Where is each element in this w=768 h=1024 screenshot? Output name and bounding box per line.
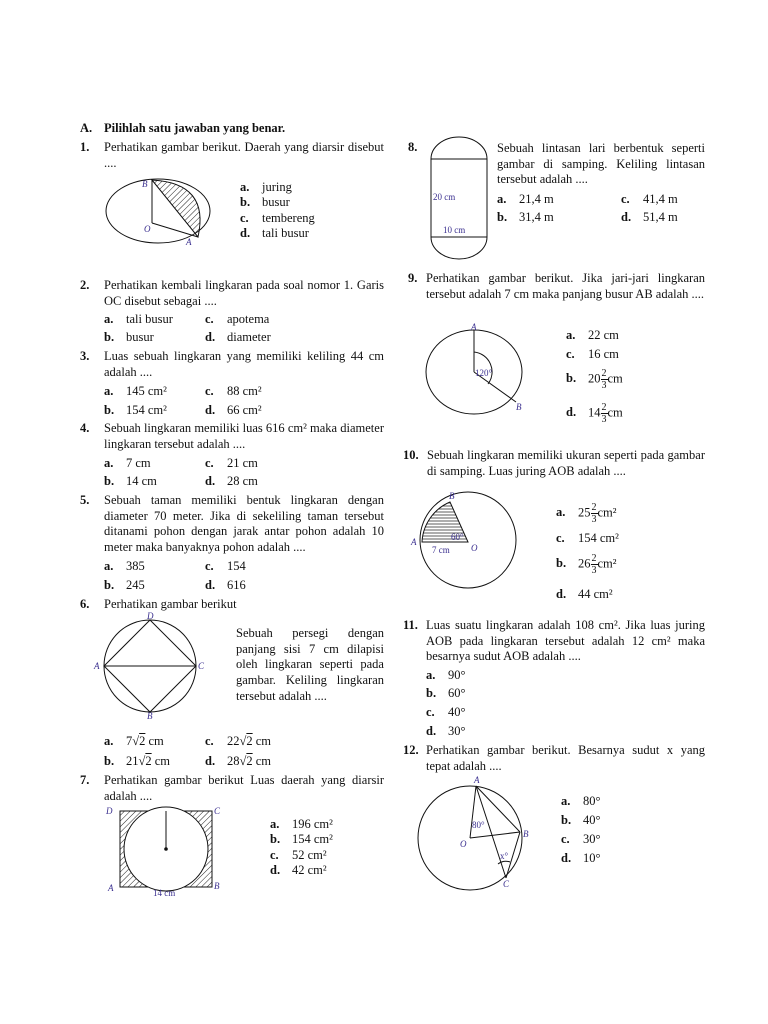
q1-figure [100, 175, 220, 250]
q10-figure [408, 490, 523, 595]
q7-option[interactable]: b. 154 cm² [270, 832, 333, 846]
q12-label-x: x° [500, 851, 509, 861]
q10-label-o: O [471, 543, 478, 553]
q9-figure [422, 322, 532, 422]
q7-figure [104, 803, 229, 900]
q5-option[interactable]: a. 385 [104, 559, 145, 573]
q7-option[interactable]: c. 52 cm² [270, 848, 327, 862]
q12-option[interactable]: a. 80° [561, 794, 601, 808]
q6-option[interactable]: c. 22√2 cm [205, 734, 272, 748]
q6-label-c: C [198, 661, 205, 671]
q10-text: Sebuah lingkaran memiliki ukuran seperti pada gambar di samping. Luas juring AOB adalah .... [427, 448, 705, 478]
q2-option[interactable]: c. apotema [205, 312, 270, 326]
q8-label-width: 10 cm [443, 225, 466, 235]
q10-option[interactable]: c. 154 cm² [556, 531, 619, 545]
q1-label-o: O [144, 224, 151, 234]
q7-label-d: D [106, 806, 113, 816]
q2-option[interactable]: b. busur [104, 330, 154, 344]
q8-figure [425, 133, 495, 263]
q4-option[interactable]: c. 21 cm [205, 456, 258, 470]
q1-option[interactable]: c. tembereng [240, 211, 315, 225]
q6-option[interactable]: b. 21√2 cm [104, 754, 171, 768]
q6-label-a: A [94, 661, 100, 671]
q1-label-a: A [186, 237, 192, 247]
section-instruction: Pilihlah satu jawaban yang benar. [104, 121, 286, 135]
q7-label-b: B [214, 881, 220, 891]
q9-label-b: B [516, 402, 522, 412]
q1-number: 1. [80, 140, 90, 154]
q12-label-a: A [474, 775, 480, 785]
q8-option[interactable]: d. 51,4 m [621, 210, 678, 224]
q12-figure [408, 774, 533, 892]
q8-option[interactable]: a. 21,4 m [497, 192, 554, 206]
q5-number: 5. [80, 493, 90, 507]
q8-option[interactable]: b. 31,4 m [497, 210, 554, 224]
q4-option[interactable]: a. 7 cm [104, 456, 151, 470]
q3-option[interactable]: c. 88 cm² [205, 384, 262, 398]
q9-number: 9. [408, 271, 418, 285]
q10-option[interactable]: a. 25 $\frac{2}{3}$ cm² [556, 502, 617, 525]
q12-text: Perhatikan gambar berikut. Besarnya sudut x yang tepat adalah .... [426, 743, 705, 773]
q10-label-angle: 60° [451, 532, 464, 542]
q12-number: 12. [403, 743, 419, 757]
q9-option[interactable]: a. 22 cm [566, 328, 619, 342]
q1-option[interactable]: a. juring [240, 180, 292, 194]
q5-option[interactable]: b. 245 [104, 578, 145, 592]
q8-label-length: 20 cm [433, 192, 456, 202]
q6-figure [92, 612, 212, 722]
q3-text: Luas sebuah lingkaran yang memiliki keliling 44 cm adalah .... [104, 349, 384, 379]
q6-label-b: B [147, 711, 153, 721]
q6-option[interactable]: a. 7√2 cm [104, 734, 164, 748]
q5-text: Sebuah taman memiliki bentuk lingkaran dengan diameter 70 meter. Jika di sekeliling taman tersebut ditanami pohon dengan jarak antar pohon adalah 10 meter maka banyaknya pohon adalah .... [104, 493, 384, 554]
q1-text: Perhatikan gambar berikut. Daerah yang diarsir disebut .... [104, 140, 384, 170]
q11-option[interactable]: a. 90° [426, 668, 466, 682]
q4-text: Sebuah lingkaran memiliki luas 616 cm² maka diameter lingkaran tersebut adalah .... [104, 421, 384, 451]
q12-option[interactable]: c. 30° [561, 832, 601, 846]
q9-option[interactable]: d. 14 $\frac{2}{3}$ cm [566, 402, 623, 425]
q10-option[interactable]: b. 26 $\frac{2}{3}$ cm² [556, 553, 617, 576]
q2-text: Perhatikan kembali lingkaran pada soal nomor 1. Garis OC disebut sebagai .... [104, 278, 384, 308]
q5-option[interactable]: c. 154 [205, 559, 246, 573]
q11-option[interactable]: d. 30° [426, 724, 466, 738]
q9-label-angle: 120° [475, 368, 493, 378]
q2-number: 2. [80, 278, 90, 292]
q12-label-c: C [503, 879, 510, 889]
q7-label-a: A [108, 883, 114, 893]
q9-option[interactable]: c. 16 cm [566, 347, 619, 361]
q3-option[interactable]: d. 66 cm² [205, 403, 262, 417]
q5-option[interactable]: d. 616 [205, 578, 246, 592]
q10-label-radius: 7 cm [432, 545, 450, 555]
section-label: A. [80, 121, 93, 135]
q11-text: Luas suatu lingkaran adalah 108 cm². Jika luas juring AOB pada lingkaran tersebut adalah 12 cm² maka besarnya sudut AOB adalah .... [426, 618, 705, 664]
q4-number: 4. [80, 421, 90, 435]
q1-option[interactable]: b. busur [240, 195, 290, 209]
q8-text: Sebuah lintasan lari berbentuk seperti gambar di samping. Keliling lintasan tersebut adalah .... [497, 141, 705, 187]
q3-number: 3. [80, 349, 90, 363]
q6-text: Perhatikan gambar berikut [104, 597, 237, 611]
q3-option[interactable]: b. 154 cm² [104, 403, 167, 417]
q10-label-b: B [449, 491, 455, 501]
q7-option[interactable]: a. 196 cm² [270, 817, 333, 831]
q6-number: 6. [80, 597, 90, 611]
q7-label-side: 14 cm [153, 888, 176, 898]
q11-option[interactable]: c. 40° [426, 705, 466, 719]
q12-label-o: O [460, 839, 467, 849]
q7-text: Perhatikan gambar berikut Luas daerah yang diarsir adalah .... [104, 773, 384, 803]
q7-option[interactable]: d. 42 cm² [270, 863, 327, 877]
q1-option[interactable]: d. tali busur [240, 226, 309, 240]
q9-label-a: A [471, 322, 477, 332]
q9-option[interactable]: b. 20 $\frac{2}{3}$ cm [566, 368, 623, 391]
q12-label-b: B [523, 829, 529, 839]
q8-option[interactable]: c. 41,4 m [621, 192, 678, 206]
q2-option[interactable]: d. diameter [205, 330, 271, 344]
q4-option[interactable]: d. 28 cm [205, 474, 258, 488]
q12-label-angle: 80° [472, 820, 485, 830]
q12-option[interactable]: d. 10° [561, 851, 601, 865]
q1-label-b: B [142, 179, 148, 189]
q6-side-text: Sebuah persegi dengan panjang sisi 7 cm dilapisi oleh lingkaran seperti pada gambar. Keliling lingkaran tersebut adalah .... [236, 626, 384, 703]
q10-number: 10. [403, 448, 419, 462]
q6-option[interactable]: d. 28√2 cm [205, 754, 272, 768]
q4-option[interactable]: b. 14 cm [104, 474, 157, 488]
q9-text: Perhatikan gambar berikut. Jika jari-jari lingkaran tersebut adalah 7 cm maka panjang busur AB adalah .... [426, 271, 705, 301]
q8-number: 8. [408, 140, 418, 154]
q10-option[interactable]: d. 44 cm² [556, 587, 613, 601]
q10-label-a: A [411, 537, 417, 547]
q11-number: 11. [403, 618, 418, 632]
q11-option[interactable]: b. 60° [426, 686, 466, 700]
q7-number: 7. [80, 773, 90, 787]
q3-option[interactable]: a. 145 cm² [104, 384, 167, 398]
q12-option[interactable]: b. 40° [561, 813, 601, 827]
q6-label-d: D [147, 612, 154, 621]
q7-label-c: C [214, 806, 221, 816]
q2-option[interactable]: a. tali busur [104, 312, 173, 326]
